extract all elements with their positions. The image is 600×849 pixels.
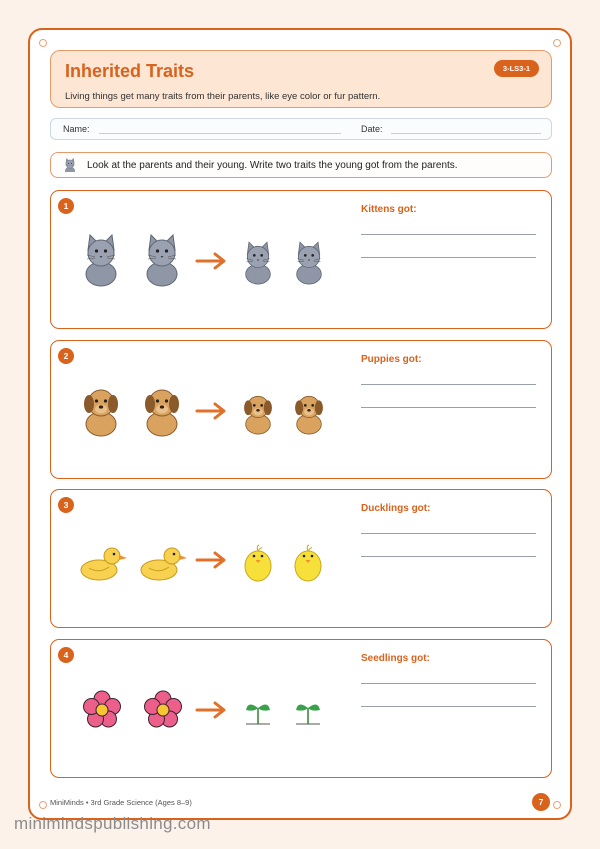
kitten-icon [297,242,322,284]
parents-young-illustration [71,371,331,471]
duck-icon [141,548,187,580]
instructions-box [50,152,552,178]
duckling-icon [245,545,271,581]
answer-line[interactable] [361,384,536,385]
duckling-icon [295,545,321,581]
name-label: Name: [63,124,90,134]
dog-icon [84,390,118,436]
date-field[interactable] [391,133,541,134]
flower-icon [145,691,182,727]
answer-label: Kittens got: [361,204,417,215]
answer-line[interactable] [361,556,536,557]
question-number: 1 [58,198,74,214]
duck-icon [81,548,127,580]
question-number: 2 [58,348,74,364]
answer-line[interactable] [361,683,536,684]
dog-icon [145,390,179,436]
question-number: 4 [58,647,74,663]
cat-icon [147,235,177,286]
standard-badge: 3-LS3-1 [494,60,539,77]
answer-label: Seedlings got: [361,653,430,664]
puppy-icon [295,396,323,434]
seedling-icon [296,704,320,724]
cat-icon [63,158,77,172]
footer-text: MiniMinds • 3rd Grade Science (Ages 8–9) [50,798,192,807]
answer-label: Ducklings got: [361,503,431,514]
arrow-icon [197,553,224,567]
arrow-icon [197,703,224,717]
question-card-1 [50,190,552,329]
header-banner [50,50,552,108]
corner-dot [39,39,47,47]
parents-young-illustration [71,221,331,321]
question-card-2 [50,340,552,479]
answer-line[interactable] [361,234,536,235]
name-field[interactable] [99,133,341,134]
date-label: Date: [361,124,383,134]
flower-icon [84,691,121,727]
cat-icon [86,235,116,286]
corner-dot [553,39,561,47]
answer-line[interactable] [361,257,536,258]
page-title: Inherited Traits [65,61,195,81]
answer-line[interactable] [361,706,536,707]
instructions-text: Look at the parents and their young. Write two traits the young got from the parents. [87,160,458,171]
question-card-4 [50,639,552,778]
question-card-3 [50,489,552,628]
question-number: 3 [58,497,74,513]
arrow-icon [197,254,224,268]
name-date-bar [50,118,552,140]
worksheet-page [28,28,572,820]
corner-dot [39,801,47,809]
corner-dot [553,801,561,809]
page-number: 7 [532,793,550,811]
puppy-icon [244,396,272,434]
answer-line[interactable] [361,407,536,408]
page-subtitle: Living things get many traits from their parents, like eye color or fur pattern. [65,91,381,102]
parents-young-illustration [71,520,331,620]
parents-young-illustration [71,670,331,770]
answer-label: Puppies got: [361,354,422,365]
watermark-text: minimindspublishing.com [14,814,211,833]
seedling-icon [246,704,270,724]
answer-line[interactable] [361,533,536,534]
kitten-icon [246,242,271,284]
arrow-icon [197,404,224,418]
